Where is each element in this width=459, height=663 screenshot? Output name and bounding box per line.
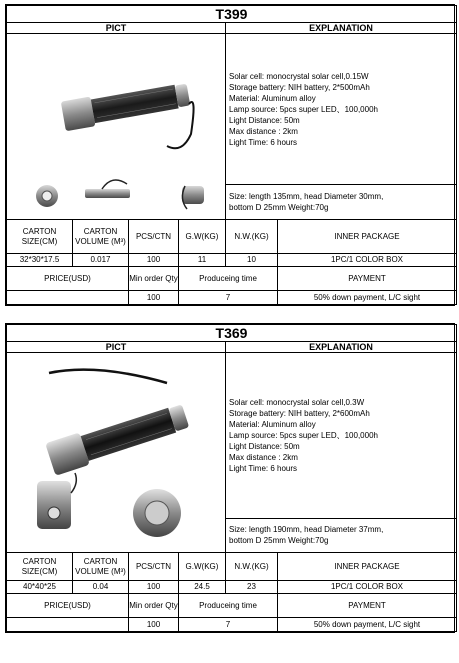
carton-volume-header: CARTON VOLUME (M³) [73, 220, 129, 254]
spec-line: Solar cell: monocrystal solar cell,0.15W [229, 71, 369, 81]
carton-volume-value: 0.017 [73, 254, 129, 267]
explanation-header: EXPLANATION [226, 23, 457, 34]
min-order-header: Min order Qty [129, 594, 179, 618]
spec-line: Lamp source: 5pcs super LED、100,000h [229, 430, 378, 440]
payment-header: PAYMENT [278, 267, 457, 291]
carton-size-value: 40*40*25 [7, 581, 73, 594]
min-order-value: 100 [129, 618, 179, 632]
pcs-ctn-header: PCS/CTN [129, 553, 179, 581]
spec-line: Max distance : 2km [229, 126, 298, 136]
carton-volume-value: 0.04 [73, 581, 129, 594]
inner-package-value: 1PC/1 COLOR BOX [278, 581, 457, 594]
size-line: bottom D 25mm Weight:70g [229, 203, 329, 213]
inner-package-header: INNER PACKAGE [278, 553, 457, 581]
size-line: bottom D 25mm Weight:70g [229, 536, 329, 546]
net-weight-header: N.W.(KG) [226, 220, 278, 254]
spec-line: Light Distance: 50m [229, 115, 300, 125]
produce-time-value: 7 [179, 291, 278, 305]
min-order-header: Min order Qty [129, 267, 179, 291]
carton-volume-header: CARTON VOLUME (M³) [73, 553, 129, 581]
flashlight-photo-icon [7, 353, 226, 549]
size-line: Size: length 190mm, head Diameter 37mm, [229, 525, 384, 535]
product-sheet-t369 [5, 323, 455, 633]
flashlight-photos [7, 353, 225, 552]
inner-package-header: INNER PACKAGE [278, 220, 457, 254]
net-weight-header: N.W.(KG) [226, 553, 278, 581]
product-picture-area [7, 353, 226, 553]
flashlight-photo-icon [7, 34, 226, 216]
spec-line: Material: Aluminum alloy [229, 93, 316, 103]
size-line: Size: length 135mm, head Diameter 30mm, [229, 192, 384, 202]
spec-line: Storage battery: NIH battery, 2*500mAh [229, 82, 370, 92]
spec-line: Light Time: 6 hours [229, 137, 298, 147]
payment-value: 50% down payment, L/C sight [278, 618, 457, 632]
spec-line: Storage battery: NIH battery, 2*600mAh [229, 408, 370, 418]
spec-line: Lamp source: 5pcs super LED、100,000h [229, 104, 378, 114]
pict-header: PICT [7, 342, 226, 353]
price-header: PRICE(USD) [7, 267, 129, 291]
carton-size-value: 32*30*17.5 [7, 254, 73, 267]
produce-time-value: 7 [179, 618, 278, 632]
min-order-value: 100 [129, 291, 179, 305]
gross-weight-value: 11 [179, 254, 226, 267]
spec-line: Light Distance: 50m [229, 441, 300, 451]
model-title: T369 [7, 325, 457, 342]
net-weight-value: 23 [226, 581, 278, 594]
size-text [226, 185, 457, 220]
product-picture-area [7, 34, 226, 220]
size-text [226, 518, 457, 552]
gross-weight-header: G.W(KG) [179, 553, 226, 581]
payment-header: PAYMENT [278, 594, 457, 618]
price-value [7, 618, 129, 632]
spec-line: Max distance : 2km [229, 452, 298, 462]
produce-time-header: Produceing time [179, 267, 278, 291]
net-weight-value: 10 [226, 254, 278, 267]
explanation-text [226, 34, 457, 185]
price-value [7, 291, 129, 305]
spec-line: Solar cell: monocrystal solar cell,0.3W [229, 397, 365, 407]
inner-package-value: 1PC/1 COLOR BOX [278, 254, 457, 267]
pcs-ctn-value: 100 [129, 254, 179, 267]
gross-weight-header: G.W(KG) [179, 220, 226, 254]
payment-value: 50% down payment, L/C sight [278, 291, 457, 305]
explanation-text [226, 353, 457, 519]
explanation-header: EXPLANATION [226, 342, 457, 353]
flashlight-photos [7, 34, 225, 219]
model-title: T399 [7, 6, 457, 23]
price-header: PRICE(USD) [7, 594, 129, 618]
product-sheet-t399 [5, 4, 455, 306]
pcs-ctn-header: PCS/CTN [129, 220, 179, 254]
pcs-ctn-value: 100 [129, 581, 179, 594]
carton-size-header: CARTON SIZE(CM) [7, 220, 73, 254]
spec-line: Material: Aluminum alloy [229, 419, 316, 429]
produce-time-header: Produceing time [179, 594, 278, 618]
spec-line: Light Time: 6 hours [229, 463, 298, 473]
carton-size-header: CARTON SIZE(CM) [7, 553, 73, 581]
gross-weight-value: 24.5 [179, 581, 226, 594]
pict-header: PICT [7, 23, 226, 34]
